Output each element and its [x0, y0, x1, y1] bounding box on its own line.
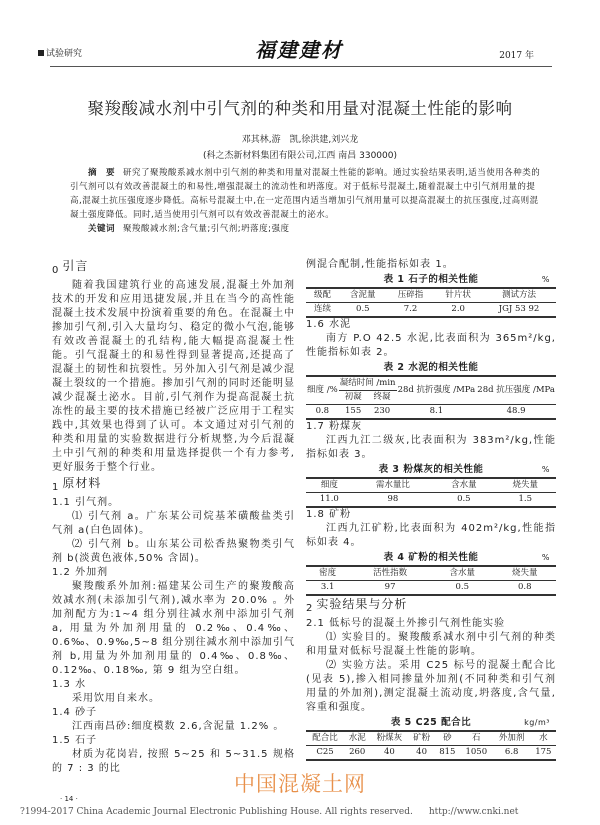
- square-bullet-icon: [38, 50, 44, 56]
- table-row: [306, 581, 556, 596]
- paper-title: 聚羧酸减水剂中引气剂的种类和用量对混凝土性能的影响: [87, 99, 513, 118]
- column-header: 细度: [306, 478, 353, 493]
- column-header: 28d 抗折强度 /MPa: [397, 376, 477, 405]
- column-header: 终凝: [368, 391, 397, 405]
- table-3: [306, 477, 556, 508]
- keywords-label: 关键词: [88, 224, 116, 234]
- table-cell: 40: [416, 747, 427, 757]
- table-cell: 0.5: [457, 494, 471, 504]
- caption-text: 表 4 矿粉的相关性能: [383, 552, 479, 563]
- copyright-text: ?1994-2017 China Academic Journal Electronic Publishing House. All rights reserved.: [20, 807, 413, 817]
- table-unit: %: [541, 553, 550, 562]
- section-heading: [52, 475, 295, 496]
- column-header: 含泥量: [339, 288, 387, 303]
- subsection-heading: 1.2 外加剂: [52, 567, 109, 578]
- journal-logo: 福建建材: [255, 38, 343, 62]
- paragraph: 随着我国建筑行业的高速发展,混凝土外加剂技术的开发和应用迅捷发展,并且在当今的高性能混凝土技术发展中扮演着重要的角色。在混凝土中掺加引气剂,引入大量均匀、稳定的微小气泡,能够有效改善混凝土的孔结构,能大幅提高混凝土性能。引气混凝土的和易性得到显著提高,还提高了混凝土的韧性和抗裂性。另外加入引气剂是减少混凝土裂纹的一个措施。掺加引气剂的同时还能明显减少混凝土泌水。目前,引气剂作为提高混凝土抗冻性的最主要的技术措施已经被广泛应用于工程实践中,其效果也得到了认可。本文通过对引气剂的种类和用量的实验数据进行分析规整,为今后混凝土中引气剂的种类和用量选择提供一个有力参考,更好服务于整个行业。: [52, 280, 295, 473]
- column-header: 级配: [306, 288, 339, 303]
- column-header: 配合比: [306, 731, 344, 746]
- table-cell: 230: [373, 406, 391, 416]
- watermark: 中国混凝土网: [234, 772, 366, 796]
- column-header: 烧失量: [495, 478, 556, 493]
- section-title: 实验结果与分析: [316, 597, 408, 611]
- table-cell: 815: [439, 747, 456, 757]
- paragraph: 材质为花岗岩, 按照 5~25 和 5~31.5 规格的 7 : 3 的比: [52, 749, 295, 774]
- paragraph: ⑴ 引气剂 a。广东某公司烷基苯磺酸盐类引气剂 a(白色固体)。: [52, 511, 295, 536]
- section-number: 2: [306, 603, 314, 614]
- table-cell: 1.5: [518, 494, 533, 504]
- column-header: 活性指数: [349, 566, 431, 581]
- table-row: [306, 405, 556, 420]
- column-header: 粉煤灰: [370, 731, 408, 746]
- table-cell: 40: [383, 747, 395, 757]
- table-cell: 3.1: [320, 582, 335, 592]
- subsection-heading: 2.1 低标号的混凝土外掺引气剂性能实验: [306, 618, 506, 629]
- caption-text: 表 1 石子的相关性能: [383, 274, 479, 285]
- paragraph: 聚羧酸系外加剂:福建某公司生产的聚羧酸高效减水剂(未添加引气剂),减水率为 20.0% 。外加剂配方为:1~4 组分别往减水剂中添加引气剂 a, 用量为外加剂用量的 0.2‰、0.4‰、0.6‰、0.9‰,5~8 组分别往减水剂中添加引气剂 b,用量为外加剂用量的 0.4‰、0.8‰、0.12‰、0.18‰, 第 9 组为空白组。: [52, 581, 295, 676]
- table-cell: 0.8: [315, 406, 330, 416]
- right-column: [306, 258, 556, 761]
- section-label: [38, 48, 82, 60]
- authors: 邓其林,游 凯,徐洪建,刘兴龙: [241, 135, 359, 145]
- subsection-heading: 1.7 粉煤灰: [306, 421, 363, 432]
- column-header: 需水量比: [353, 478, 433, 493]
- table-cell: 0.5: [356, 304, 370, 314]
- header-rule: [50, 66, 552, 67]
- column-header: 砂: [435, 731, 460, 746]
- paragraph: ⑴ 实验目的。聚羧酸系减水剂中引气剂的种类和用量对低标号混凝土性能的影响。: [306, 632, 556, 657]
- table-cell: 连续: [313, 304, 331, 314]
- section-text: 试验研究: [46, 49, 83, 59]
- table-cell: 8.1: [429, 406, 444, 416]
- table-caption: [306, 550, 556, 565]
- paragraph: 例混合配制,性能指标如表 1。: [306, 259, 454, 270]
- column-header: 初凝: [339, 391, 368, 405]
- caption-text: 表 3 粉煤灰的相关性能: [378, 464, 484, 475]
- table-1: [306, 287, 556, 318]
- table-cell: 175: [535, 747, 552, 757]
- table-caption: 表 2 水泥的相关性能: [383, 362, 479, 373]
- table-cell: 155: [345, 406, 362, 416]
- section-title: 原材料: [62, 476, 102, 490]
- section-number: 1: [52, 482, 60, 493]
- column-header: 压碎指: [387, 288, 435, 303]
- affiliation: (科之杰新材料集团有限公司,江西 南昌 330000): [203, 151, 397, 161]
- table-row: [306, 303, 556, 318]
- table-cell: 0.5: [455, 582, 469, 592]
- year: 2017 年: [499, 51, 534, 61]
- column-header: 外加剂: [493, 731, 531, 746]
- keywords-text: 聚羧酸减水剂;含气量;引气剂;坍落度;强度: [123, 224, 290, 234]
- table-cell: 1050: [465, 747, 488, 757]
- section-title: 引言: [62, 259, 89, 273]
- table-cell: 48.9: [506, 406, 526, 416]
- section-heading: [306, 596, 556, 617]
- table-caption: [306, 272, 556, 287]
- column-header: 水泥: [344, 731, 370, 746]
- column-header: 矿粉: [408, 731, 434, 746]
- page-number: · 14 ·: [60, 795, 78, 803]
- column-header: 测试方法: [482, 288, 556, 303]
- paragraph: 南方 P.O 42.5 水泥,比表面积为 365m²/kg,性能指标如表 2。: [306, 333, 556, 358]
- paragraph: 江西九江矿粉,比表面积为 402m²/kg,性能指标如表 4。: [306, 523, 556, 548]
- abstract-text: 研究了聚羧酸系减水剂中引气剂的种类和用量对混凝土性能的影响。通过实验结果表明,适当使用各种类的引气剂可以有效改善混凝土的和易性,增强混凝土的流动性和坍落度。对于低标号混凝土,随着混凝土中引气剂用量的提高,混凝土抗压强度逐步降低。高标号混凝土中,在一定范围内适当增加引气剂用量可以提高混凝土的抗压强度,过高则混凝土强度降低。同时,适当使用引气剂可以有效改善混凝土的泌水。: [70, 168, 541, 220]
- section-number: 0: [52, 265, 60, 276]
- section-heading: [52, 258, 295, 279]
- table-5: [306, 730, 556, 761]
- table-unit: kg/m³: [524, 718, 550, 727]
- column-header: 含水量: [431, 566, 494, 581]
- paragraph: 江西南昌砂:细度模数 2.6,含泥量 1.2% 。: [72, 721, 285, 732]
- table-cell: 6.8: [504, 747, 519, 757]
- table-cell: 260: [349, 747, 366, 757]
- keywords: [88, 222, 542, 236]
- abstract: [70, 166, 542, 222]
- column-header: 烧失量: [493, 566, 556, 581]
- table-unit: %: [541, 465, 550, 474]
- column-header: 凝结时间 /min: [339, 376, 397, 391]
- subsection-heading: 1.5 石子: [52, 735, 98, 746]
- subsection-heading: 1.6 水泥: [306, 319, 352, 330]
- table-cell: C25: [316, 747, 334, 757]
- column-header: 水: [531, 731, 556, 746]
- column-header: 针片状: [434, 288, 482, 303]
- footer-url[interactable]: http://www.cnki.net: [428, 807, 519, 817]
- table-row: [306, 746, 556, 761]
- paragraph: 江西九江二级灰,比表面积为 383m²/kg,性能指标如表 3。: [306, 435, 556, 460]
- table-cell: JGJ 53 92: [498, 304, 540, 314]
- left-column: [52, 258, 295, 776]
- column-header: 石: [460, 731, 493, 746]
- table-cell: 97: [384, 582, 396, 592]
- abstract-label: 摘 要: [88, 168, 116, 178]
- column-header: 细度 /%: [306, 376, 339, 405]
- table-unit: %: [541, 275, 550, 284]
- column-header: 密度: [306, 566, 349, 581]
- table-caption: [306, 462, 556, 477]
- table-cell: 11.0: [319, 494, 339, 504]
- table-cell: 98: [387, 494, 399, 504]
- subsection-heading: 1.4 砂子: [52, 707, 98, 718]
- table-caption: [306, 715, 556, 730]
- table-cell: 2.0: [451, 304, 465, 314]
- table-cell: 0.8: [517, 582, 532, 592]
- caption-text: 表 5 C25 配合比: [390, 717, 472, 728]
- subsection-heading: 1.3 水: [52, 679, 87, 690]
- abstract-block: [70, 166, 542, 236]
- subsection-heading: 1.8 矿粉: [306, 509, 352, 520]
- paragraph: ⑵ 实验方法。采用 C25 标号的混凝土配合比(见表 5),掺入相同掺量外加剂(不同种类和引气剂用量的外加剂),测定混凝土流动度,坍落度,含气量,容重和强度。: [306, 660, 556, 713]
- column-header: 28d 抗压强度 /MPa: [476, 376, 556, 405]
- table-4: [306, 565, 556, 596]
- table-row: [306, 493, 556, 508]
- subsection-heading: 1.1 引气剂。: [52, 497, 120, 508]
- table-2: [306, 375, 556, 420]
- table-cell: 7.2: [403, 304, 418, 314]
- paragraph: ⑵ 引气剂 b。山东某公司松香热聚物类引气剂 b(淡黄色液体,50% 含固)。: [52, 539, 295, 564]
- column-header: 含水量: [433, 478, 494, 493]
- paragraph: 采用饮用自来水。: [72, 693, 160, 704]
- copyright: [20, 806, 518, 818]
